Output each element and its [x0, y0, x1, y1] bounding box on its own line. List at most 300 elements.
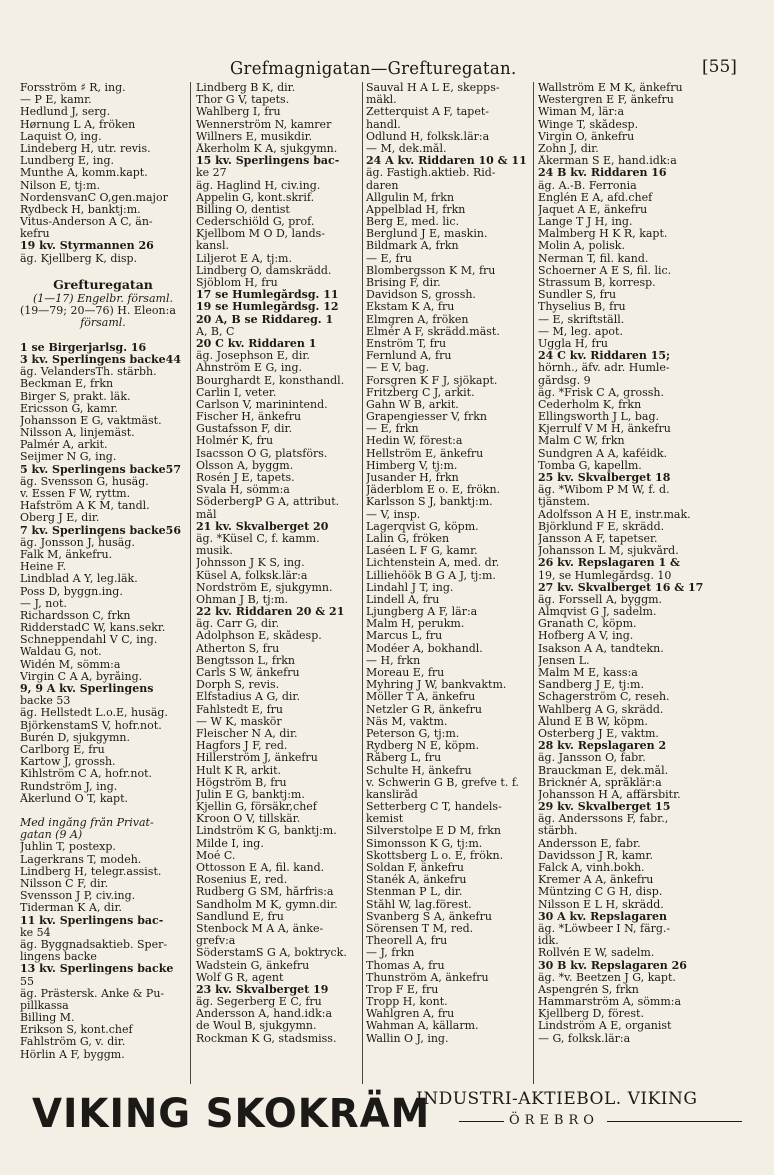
directory-entry: 19 kv. Styrmannen 26 [20, 240, 154, 253]
directory-entry: äg. Kjellberg K, disp. [20, 252, 138, 265]
directory-entry: Ellingsworth J L, bag. [538, 411, 659, 424]
directory-entry: Tomba G, kapellm. [538, 459, 642, 472]
directory-entry: Almqvist G J, sadelm. [538, 606, 657, 619]
directory-entry: Björklund F E, skrädd. [538, 520, 665, 533]
directory-entry: Laquist O, ing. [20, 130, 102, 143]
directory-entry: Stenman P L, dir. [366, 886, 463, 899]
column-2 [196, 82, 358, 1082]
directory-entry: Appelblad H, frkn [366, 203, 466, 216]
divider-line [459, 1121, 504, 1122]
directory-entry: Malm H, perukm. [366, 618, 465, 631]
directory-entry: Holmér K, fru [196, 435, 274, 448]
directory-entry: Waldau G, not. [20, 646, 102, 659]
directory-entry: äg. Carr G, dir. [196, 618, 280, 631]
directory-entry: Olsson A, byggm. [196, 459, 294, 472]
directory-columns [20, 82, 764, 1084]
directory-entry: — J, not. [20, 597, 67, 610]
directory-entry: — M, dek.mål. [366, 142, 447, 155]
directory-entry: (1—17) Engelbr. församl. [33, 293, 173, 305]
directory-entry: Kjerrulf V M H, änkefru [538, 423, 671, 436]
directory-entry: Kartow J, grossh. [20, 756, 116, 769]
directory-entry: 17 se Humlegårdsg. 11 [196, 289, 339, 302]
directory-entry: 13 kv. Sperlingens backe [20, 963, 174, 976]
directory-entry: Möller T A, änkefru [366, 691, 476, 704]
directory-entry: Råberg L, fru [366, 752, 442, 765]
directory-entry: Malmberg H K R, kapt. [538, 228, 668, 241]
directory-entry: Fleischer N A, dir. [196, 727, 298, 740]
directory-entry: Kihlström C A, hofr.not. [20, 768, 153, 781]
directory-entry: — G, folksk.lär:a [538, 1032, 631, 1045]
directory-entry: Davidson S, grossh. [366, 289, 476, 302]
directory-entry: Marcus L, fru [366, 630, 443, 643]
directory-entry: 15 kv. Sperlingens bac- [196, 155, 340, 168]
directory-entry: Billing O, dentist [196, 203, 290, 216]
directory-entry: Lindström K G, banktj:m. [196, 825, 337, 838]
directory-entry: daren [366, 179, 399, 192]
directory-entry: Trop F E, fru [366, 983, 439, 996]
divider-line [607, 1121, 742, 1122]
directory-entry: Thyselius B, fru [538, 301, 626, 314]
directory-entry: — J, frkn [366, 947, 415, 960]
directory-entry [20, 805, 186, 817]
directory-entry: — H, frkn [366, 654, 421, 667]
directory-entry: Fahlstedt E, fru [196, 703, 284, 716]
directory-entry: Åkerholm K A, sjukgymn. [196, 142, 338, 155]
directory-entry: Nerman T, fil. kand. [538, 252, 649, 265]
directory-entry: Elfstadius A G, dir. [196, 691, 300, 704]
column-divider [190, 82, 191, 1084]
directory-entry: Virgin C A A, byråing. [20, 670, 143, 683]
directory-entry: Lindström A E, organist [538, 1020, 672, 1033]
directory-entry: Soldan F, änkefru [366, 862, 465, 874]
directory-entry: handl. [366, 118, 401, 131]
directory-entry: Zohn J, dir. [538, 142, 599, 155]
directory-entry: 24 C kv. Riddaren 15; [538, 350, 671, 363]
directory-entry: Malm M E, kass:a [538, 667, 638, 679]
directory-entry: Lichtenstein A, med. dr. [366, 557, 500, 570]
directory-entry: Lalin G, fröken [366, 532, 450, 545]
directory-entry: 23 kv. Skvalberget 19 [196, 983, 329, 996]
directory-entry: Sundgren A A, kaféidk. [538, 447, 668, 460]
directory-entry: Rosén J E, tapets. [196, 472, 295, 484]
directory-entry: tjänstem. [538, 496, 590, 509]
directory-entry: Lindblad A Y, leg.läk. [20, 573, 138, 586]
directory-entry: Willners E, musikdir. [196, 130, 313, 143]
directory-entry: äg. Jansson O, fabr. [538, 752, 646, 765]
directory-entry: 30 B kv. Repslagaren 26 [538, 959, 687, 972]
directory-entry: Thor G V, tapets. [196, 94, 290, 107]
directory-entry: 20 C kv. Riddaren 1 [196, 337, 317, 350]
directory-entry: Widén M, sömm:a [20, 658, 121, 671]
directory-entry: Stanék A, änkefru [366, 874, 467, 887]
directory-entry: Ståhl W, lag.förest. [366, 898, 472, 911]
directory-entry: äg. Hellstedt L.o.E, husäg. [20, 707, 168, 720]
directory-entry: 9, 9 A kv. Sperlingens [20, 683, 154, 695]
directory-entry: Erikson S, kont.chef [20, 1024, 133, 1037]
directory-entry: Lagerqvist G, köpm. [366, 520, 479, 533]
directory-entry: A, B, C [196, 325, 235, 338]
directory-entry: pillkassa [20, 999, 69, 1012]
directory-entry: Sjöblom H, fru [196, 277, 278, 289]
directory-entry: Davidsson J R, kamr. [538, 849, 654, 862]
directory-entry: Wiman M, lär:a [538, 106, 625, 119]
directory-entry: 24 B kv. Riddaren 16 [538, 167, 667, 180]
directory-entry: Rydbeck H, banktj:m. [20, 203, 141, 216]
directory-entry: Bourghardt E, konsthandl. [196, 374, 345, 387]
directory-entry: Jensen L. [538, 654, 590, 667]
directory-entry: Lindberg B K, dir. [196, 82, 296, 94]
directory-entry: äg. *Küsel C, f. kamm. [196, 532, 320, 545]
directory-entry: Fahlström G, v. dir. [20, 1036, 126, 1049]
directory-entry: Rydberg N E, köpm. [366, 740, 480, 753]
column-3 [366, 82, 532, 1082]
directory-entry: Uggla H, fru [538, 337, 608, 350]
directory-entry: musik. [196, 545, 233, 558]
directory-entry: Isakson A A, tandtekn. [538, 642, 664, 655]
directory-entry: Falck A, vinh.bokh. [538, 862, 645, 874]
directory-entry: Palmér A, arkit. [20, 439, 108, 452]
directory-entry: Forsgren K F J, sjökapt. [366, 374, 498, 387]
directory-entry: — E, frkn [366, 423, 419, 436]
directory-entry: Svala H, sömm:a [196, 484, 290, 497]
directory-entry: Sauval H A L E, skepps- [366, 82, 500, 94]
directory-entry: Enström T, fru [366, 337, 447, 350]
directory-entry: Rockman K G, stadsmiss. [196, 1032, 337, 1045]
directory-entry: 25 kv. Skvalberget 18 [538, 472, 671, 484]
directory-entry: Juhlin T, postexp. [20, 841, 116, 854]
directory-entry: Rosenius E, red. [196, 874, 288, 887]
page-header [0, 54, 774, 80]
directory-entry: 21 kv. Skvalberget 20 [196, 520, 329, 533]
directory-entry: Hillerström J, änkefru [196, 752, 318, 765]
directory-entry: 22 kv. Riddaren 20 & 21 [196, 606, 345, 619]
directory-entry: Lindberg H, telegr.assist. [20, 865, 162, 878]
directory-entry: Isacsson O G, platsförs. [196, 447, 328, 460]
column-1 [20, 82, 186, 1082]
directory-entry: Hedin W, förest:a [366, 435, 463, 448]
directory-entry: Englén E A, afd.chef [538, 191, 653, 204]
directory-entry: Bricknér A, språklär:a [538, 776, 662, 789]
directory-entry: — E, fru [366, 252, 412, 265]
directory-entry: lingens backe [20, 951, 97, 964]
directory-entry: 1 se Birgerjarlsg. 16 [20, 341, 147, 354]
advertisement-footer [24, 1087, 724, 1157]
directory-entry [20, 265, 186, 277]
directory-entry: — E V, bag. [366, 362, 430, 375]
directory-entry: — V, insp. [366, 508, 421, 521]
directory-entry: Öberg J E, dir. [20, 512, 100, 525]
directory-entry: Stenbock M A A, änke- [196, 922, 324, 935]
directory-entry: Munthe A, komm.kapt. [20, 167, 148, 180]
directory-entry: Atherton S, fru [196, 642, 280, 655]
directory-entry: Andersson E, fabr. [538, 837, 641, 850]
directory-entry: Wolf G R, agent [196, 971, 284, 984]
column-divider [362, 82, 363, 1084]
directory-entry: Hammarström A, sömm:a [538, 996, 682, 1009]
directory-entry: ke 54 [20, 926, 51, 939]
directory-entry: Nilsson C F, dir. [20, 878, 109, 890]
column-4 [538, 82, 764, 1082]
page-number: [55] [702, 57, 737, 77]
directory-entry: Sundler S, fru [538, 289, 617, 302]
directory-entry: Carls S W, änkefru [196, 667, 300, 679]
directory-entry: Westergren E F, änkefru [538, 94, 674, 107]
directory-entry: Rollvén E W, sadelm. [538, 947, 655, 960]
directory-entry: Andersson A, hand.idk:a [196, 1008, 333, 1021]
directory-entry: Kjellin G, försäkr,chef [196, 801, 317, 814]
directory-entry: Beckman E, frkn [20, 378, 114, 391]
directory-entry: Gustafsson F, dir. [196, 423, 293, 436]
directory-entry: Netzler G R, änkefru [366, 703, 482, 716]
directory-entry: 7 kv. Sperlingens backe56 [20, 524, 181, 537]
directory-entry: Hedlund J, serg. [20, 106, 111, 119]
directory-entry: Hellström E, änkefru [366, 447, 484, 460]
directory-entry: kansliråd [366, 788, 418, 801]
directory-entry: Virgin O, änkefru [538, 130, 635, 143]
directory-entry: kansl. [196, 240, 229, 253]
column-divider [533, 82, 534, 1084]
directory-entry: Elmér A F, skrädd.mäst. [366, 325, 500, 338]
directory-entry: Ottosson E A, fil. kand. [196, 862, 325, 874]
directory-entry: Lindeberg H, utr. revis. [20, 142, 151, 155]
directory-entry: äg. Prästersk. Änke & Pu- [20, 987, 165, 1000]
directory-entry: Bengtsson L, frkn [196, 654, 296, 667]
directory-entry: Lindahl J T, ing. [366, 581, 454, 594]
directory-entry: Ahnström E G, ing. [196, 362, 303, 375]
directory-entry: 28 kv. Repslagaren 2 [538, 740, 667, 753]
directory-entry: äg. *Löwbeer I N, färg.- [538, 922, 671, 935]
directory-entry: idk. [538, 935, 559, 948]
directory-entry: 3 kv. Sperlingens backe44 [20, 353, 181, 366]
directory-entry: grefv:a [196, 935, 236, 948]
directory-entry: Myhring J W, bankvaktm. [366, 679, 507, 692]
directory-entry: Carlin I, veter. [196, 386, 277, 399]
directory-entry: 24 A kv. Riddaren 10 & 11 [366, 155, 527, 168]
directory-entry: Sörensen T M, red. [366, 922, 474, 935]
directory-entry: mål [196, 508, 217, 521]
directory-entry: Schneppendahl V C, ing. [20, 634, 158, 647]
directory-entry: äg. Haglind H, civ.ing. [196, 179, 321, 192]
directory-entry: gårdsg. 9 [538, 374, 591, 387]
directory-entry: äg. Anderssons F, fabr., [538, 813, 669, 826]
directory-entry: äg. Byggnadsaktieb. Sper- [20, 938, 168, 951]
directory-entry: Johansson E G, vaktmäst. [20, 414, 162, 427]
directory-entry: Nilsson E L H, skrädd. [538, 898, 664, 911]
directory-entry: Allgulin M, frkn [366, 191, 455, 204]
directory-entry: Jusander H, frkn [366, 472, 459, 484]
directory-entry: hörnh., äfv. adr. Humle- [538, 362, 670, 375]
directory-entry: — E, skriftställ. [538, 313, 625, 326]
company-name: INDUSTRI-AKTIEBOL. VIKING [416, 1089, 698, 1109]
directory-entry: Ålund E B W, köpm. [538, 715, 648, 728]
directory-entry: äg. Josephson E, dir. [196, 350, 310, 363]
directory-entry: äg. *Frisk C A, grossh. [538, 386, 664, 399]
directory-entry: Ljungberg A F, lär:a [366, 606, 478, 619]
directory-entry: Julin E G, banktj:m. [196, 788, 305, 801]
directory-entry: Lange T J H, ing. [538, 216, 633, 229]
directory-entry: Hofberg A V, ing. [538, 630, 634, 643]
directory-entry: Silverstolpe E D M, frkn [366, 825, 501, 838]
directory-entry: stärbh. [538, 825, 578, 838]
directory-entry: Wallin O J, ing. [366, 1032, 449, 1045]
directory-entry: Tropp H, kont. [366, 996, 448, 1009]
directory-entry: Rundström J, ing. [20, 780, 118, 793]
directory-entry: Tiderman K A, dir. [20, 902, 122, 915]
directory-entry: BjörkenstamS V, hofr.not. [20, 719, 162, 732]
directory-entry: kemist [366, 813, 404, 826]
directory-entry: 19, se Humlegårdsg. 10 [538, 569, 672, 582]
directory-entry: Lindell A, fru [366, 593, 440, 606]
directory-entry: Appelin G, kont.skrif. [196, 191, 315, 204]
directory-entry: äg. VelandersTh. stärbh. [20, 366, 157, 379]
directory-entry: Ericsson G, kamr. [20, 402, 119, 415]
directory-entry: Jaquet A E, änkefru [538, 203, 648, 216]
directory-entry: Nilsson A, linjemäst. [20, 427, 135, 440]
directory-entry: Wennerström N, kamrer [196, 118, 332, 131]
directory-entry: Winge T, skådesp. [538, 118, 639, 131]
directory-entry: Wahlberg A G, skrädd. [538, 703, 664, 716]
directory-entry: Schagerström C, reseh. [538, 691, 670, 704]
directory-entry: 26 kv. Repslagaren 1 & [538, 557, 680, 570]
company-city: ÖREBRO [509, 1113, 599, 1128]
directory-entry: backe 53 [20, 695, 71, 708]
directory-entry: Carlson V, marinintend. [196, 398, 328, 411]
directory-entry: äg. Forssell A, byggm. [538, 593, 663, 606]
directory-entry: Wahman A, källarm. [366, 1020, 479, 1033]
directory-entry: Åkerman S E, hand.idk:a [538, 155, 677, 168]
directory-entry: Carlborg E, fru [20, 743, 105, 756]
directory-entry: Jäderblom E o. E, frökn. [366, 484, 501, 497]
directory-entry: Wahlgren A, fru [366, 1008, 455, 1021]
directory-entry: Johnsson J K S, ing. [196, 557, 305, 570]
directory-entry: Kroon O V, tillskär. [196, 813, 301, 826]
directory-entry: Thunström A, änkefru [366, 971, 489, 984]
directory-entry: Sandholm M K, gymn.dir. [196, 898, 338, 911]
directory-entry: äg. *v. Beetzen J G, kapt. [538, 971, 676, 984]
directory-entry: 19 se Humlegårdsg. 12 [196, 301, 339, 314]
directory-entry: Thomas A, fru [366, 959, 445, 972]
directory-entry: Johansson L M, sjukvård. [538, 545, 679, 558]
directory-entry: Elmgren A, fröken [366, 313, 469, 326]
directory-entry: RidderstadC W, kans.sekr. [20, 622, 166, 635]
directory-entry: Heine F. [20, 561, 67, 574]
directory-entry: Hult K R, arkit. [196, 764, 282, 777]
directory-entry: äg. Fastigh.aktieb. Rid- [366, 167, 496, 180]
directory-entry: Kjellbom M O D, lands- [196, 228, 326, 241]
directory-entry: Grapengiesser V, frkn [366, 411, 487, 424]
directory-entry: SöderstamS G A, boktryck. [196, 947, 347, 960]
directory-entry: Öhman J B, tj:m. [196, 593, 289, 606]
directory-entry: Müntzing C G H, disp. [538, 886, 663, 899]
directory-entry: Adolfsson A H E, instr.mak. [538, 508, 691, 521]
directory-entry: Schoerner A E S, fil. lic. [538, 264, 672, 277]
street-heading: Grefturegatan [53, 277, 153, 292]
directory-entry: (19—79; 20—76) H. Eleon:a [20, 305, 176, 318]
directory-entry: Svanberg S A, änkefru [366, 910, 492, 923]
directory-entry: Karlsson S J, banktj:m. [366, 496, 493, 509]
directory-entry: Kjellberg D, förest. [538, 1008, 644, 1021]
directory-entry: Theorell A, fru [366, 935, 448, 948]
directory-entry: Milde I, ing. [196, 837, 264, 850]
directory-entry: Seijmer N G, ing. [20, 451, 117, 464]
directory-entry: Åkerlund O T, kapt. [20, 792, 129, 805]
directory-entry: äg. A.-B. Ferronia [538, 179, 637, 192]
directory-entry: Cederholm K, frkn [538, 398, 642, 411]
directory-entry: Adolphson E, skådesp. [196, 630, 322, 643]
directory-entry: Nilson E, tj:m. [20, 179, 100, 192]
directory-entry: Laséen L F G, kamr. [366, 545, 478, 558]
directory-entry: Himberg V, tj:m. [366, 459, 458, 472]
directory-entry: äg. Jonsson J, husäg. [20, 536, 135, 549]
directory-entry: äg. *Wibom P M W, f. d. [538, 484, 670, 497]
page-title: Grefmagnigatan—Grefturegatan. [230, 58, 517, 79]
directory-entry: Poss D, byggn.ing. [20, 585, 123, 598]
directory-entry: Blombergsson K M, fru [366, 264, 496, 277]
directory-entry: Burén D, sjukgymn. [20, 731, 131, 744]
directory-entry: äg. Segerberg E C, fru [196, 996, 322, 1009]
directory-entry: 20 A, B se Riddareg. 1 [196, 313, 334, 326]
directory-entry: 5 kv. Sperlingens backe57 [20, 463, 181, 476]
directory-entry: Richardsson C, frkn [20, 609, 131, 622]
directory-entry: 11 kv. Sperlingens bac- [20, 914, 164, 927]
directory-entry: Lundberg E, ing. [20, 155, 115, 168]
directory-entry: Forsström ♯ R, ing. [20, 82, 126, 94]
directory-entry: SöderbergP G A, attribut. [196, 496, 340, 509]
directory-entry: de Woul B, sjukgymn. [196, 1020, 317, 1033]
directory-entry: Malm C W, frkn [538, 435, 625, 448]
directory-entry: — P E, kamr. [20, 94, 92, 107]
directory-entry: Högström B, fru [196, 776, 287, 789]
directory-entry: Fritzberg C J, arkit. [366, 386, 475, 399]
directory-entry: Molin A, polisk. [538, 240, 625, 253]
brand-logo: VIKING SKOKRÄM [32, 1091, 431, 1137]
directory-entry: Hørnung L A, fröken [20, 118, 136, 131]
directory-entry: Hafström A K M, tandl. [20, 500, 150, 513]
directory-entry: Strassum B, korresp. [538, 277, 656, 289]
directory-entry: Berg E, med. lic. [366, 216, 460, 229]
directory-entry: Hörlin A F, byggm. [20, 1048, 125, 1061]
directory-entry: Lagerkrans T, modeh. [20, 853, 142, 866]
directory-entry: Wahlberg I, fru [196, 106, 281, 119]
directory-entry: kefru [20, 228, 50, 241]
directory-entry: Sandlund E, fru [196, 910, 284, 923]
directory-entry: äg. Svensson G, husäg. [20, 475, 149, 488]
directory-entry: Skottsberg L o. E, frökn. [366, 849, 504, 862]
directory-entry: Jansson A F, tapetser. [538, 532, 658, 545]
directory-entry: Falk M, änkefru. [20, 548, 113, 561]
directory-entry: v. Schwerin G B, grefve t. f. [366, 776, 520, 789]
directory-entry: Med ingång från Privat- [20, 817, 154, 830]
directory-entry: Schulte H, änkefru [366, 764, 472, 777]
directory-entry: Birger S, prakt. läk. [20, 390, 131, 403]
directory-entry: Hagfors J F, red. [196, 740, 288, 753]
directory-entry: Cederschiöld G, prof. [196, 216, 315, 229]
directory-entry: Fernlund A, fru [366, 350, 452, 363]
directory-entry: Granath C, köpm. [538, 618, 637, 631]
directory-entry: — W K, maskör [196, 715, 282, 728]
directory-entry: gatan (9 A) [20, 829, 83, 842]
directory-entry: Zetterquist A F, tapet- [366, 106, 489, 119]
directory-entry: Johansson H A, affärsbitr. [538, 788, 681, 801]
directory-entry: 29 kv. Skvalberget 15 [538, 801, 671, 814]
directory-entry: Peterson G, tj:m. [366, 727, 460, 740]
directory-entry: Modéer A, bokhandl. [366, 642, 483, 655]
directory-entry: Sandberg J E, tj:m. [538, 679, 644, 692]
directory-entry: Aspengrén S, frkn [538, 983, 639, 996]
directory-entry: Svensson J P, civ.ing. [20, 890, 136, 903]
directory-entry: 27 kv. Skvalberget 16 & 17 [538, 581, 704, 594]
directory-entry: Bildmark A, frkn [366, 240, 459, 253]
